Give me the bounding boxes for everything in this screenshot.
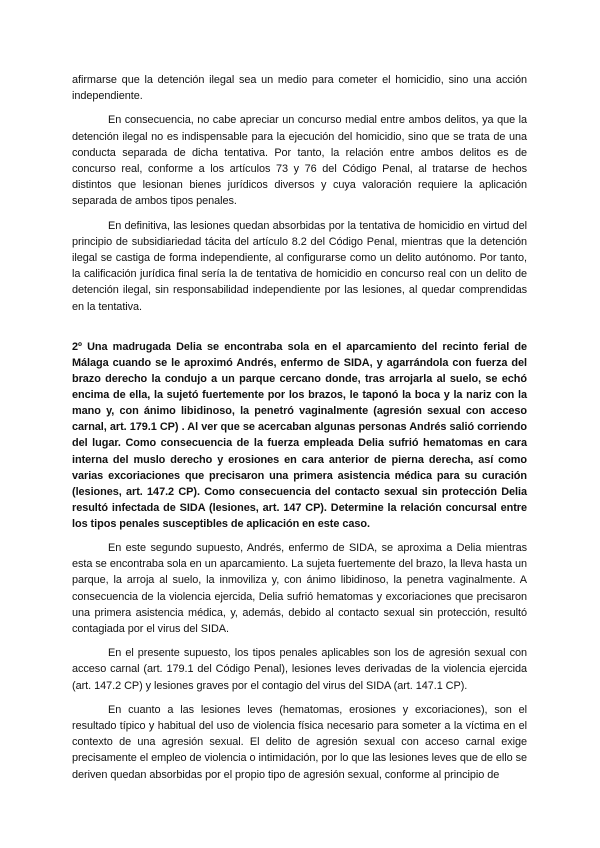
paragraph-definitiva: En definitiva, las lesiones quedan absorbidas por la tentativa de homicidio en virtud del principio de subsidiariedad tácita del artículo 8.2 del Código Penal, mientras que la detención ilegal se castiga de forma independiente, al configurarse como un delito autónomo. Por tanto, la calificación jurídica final sería la de tentativa de homicidio en concurso real con un delito de detención ilegal, sin responsabilidad independiente por las lesiones, al quedar comprendidas en la tentativa. [72,219,527,313]
case-statement-2: 2º Una madrugada Delia se encontraba sola en el aparcamiento del recinto ferial de Málaga cuando se le aproximó Andrés, enfermo de SIDA, y agarrándola con fuerza del brazo derecho la condujo a un parque cercano donde, tras arrojarla al suelo, se echó encima de ella, la sujetó fuertemente por los brazos, le taponó la boca y la nariz con la mano y, con ánimo libidinoso, la penetró vaginalmente (agresión sexual con acceso carnal, art. 179.1 CP) . Al ver que se acercaban algunas personas Andrés salió corriendo del lugar. Como consecuencia de la fuerza empleada Delia sufrió hematomas en cara interna del muslo derecho y erosiones en cara anterior de pierna derecha, así como varias excoriaciones que precisaron una primera asistencia médica para su curación (lesiones, art. 147.2 CP). Como consecuencia del contacto sexual sin protección Delia resultó infectada de SIDA (lesiones, art. 147 CP). Determine la relación concursal entre los tipos penales susceptibles de aplicación en este caso. [72,340,527,530]
document-page [72,72,527,783]
paragraph-concurso-medial: En consecuencia, no cabe apreciar un concurso medial entre ambos delitos, ya que la detención ilegal no es indispensable para la ejecución del homicidio, sino que se trata de una conducta separada de dicha tentativa. Por tanto, la relación entre ambos delitos es de concurso real, conforme a los artículos 73 y 76 del Código Penal, al tratarse de hechos distintos que lesionan bienes jurídicos diversos y cuya valoración requiere la aplicación separada de ambos tipos penales. [72,114,527,208]
paragraph-tipos-penales: En el presente supuesto, los tipos penales aplicables son los de agresión sexual con acceso carnal (art. 179.1 del Código Penal), lesiones leves derivadas de la violencia ejercida (art. 147.2 CP) y lesiones graves por el contagio del virus del SIDA (art. 147.1 CP). [72,647,527,692]
paragraph-lesiones-leves: En cuanto a las lesiones leves (hematomas, erosiones y excoriaciones), son el resultado típico y habitual del uso de violencia física necesario para someter a la víctima en el contexto de una agresión sexual. El delito de agresión sexual con acceso carnal exige precisamente el empleo de violencia o intimidación, por lo que las lesiones leves que de ello se deriven quedan absorbidas por el propio tipo de agresión sexual, conforme al principio de [72,703,527,781]
paragraph-segundo-supuesto: En este segundo supuesto, Andrés, enfermo de SIDA, se aproxima a Delia mientras esta se encontraba sola en un aparcamiento. La sujeta fuertemente del brazo, la lleva hasta un parque, la arroja al suelo, la inmoviliza y, con ánimo libidinoso, la penetra vaginalmente. A consecuencia de la violencia ejercida, Delia sufrió hematomas y excoriaciones que precisaron una primera asistencia médica, y, además, debido al contacto sexual sin protección, resultó contagiada por el virus del SIDA. [72,541,527,635]
paragraph-continuation: afirmarse que la detención ilegal sea un medio para cometer el homicidio, sino una acción independiente. [72,74,527,103]
section-spacer [72,315,527,331]
